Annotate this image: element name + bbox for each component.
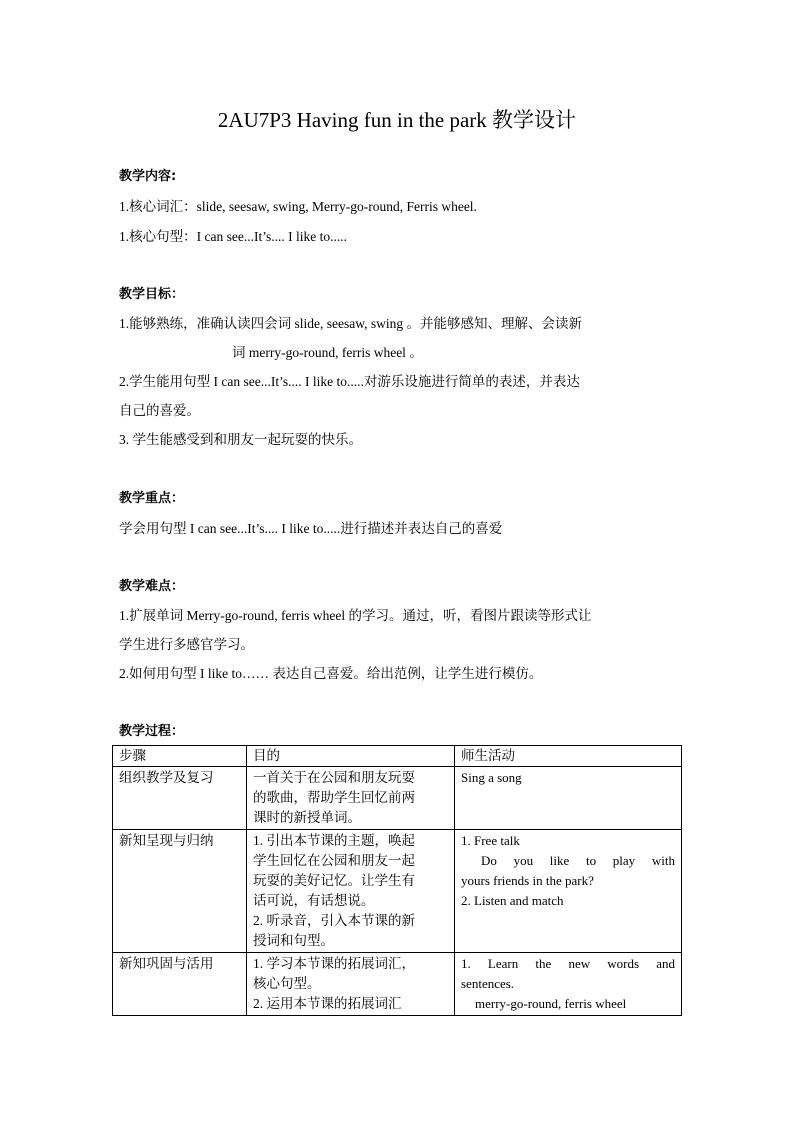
purpose-line: 的歌曲，帮助学生回忆前两 (253, 790, 415, 805)
goal-2-continued: 自己的喜爱。 (119, 403, 200, 418)
key-point-1: 学会用句型 I can see...It’s.... I like to.....进行描述并表达自己的喜爱 (119, 521, 503, 536)
goal-1: 1.能够熟练，准确认读四会词 slide, seesaw, swing 。并能够感知、理解、会读新 (119, 316, 582, 331)
difficulty-1-continued: 学生进行多感官学习。 (119, 637, 254, 652)
purpose-line: 1. 引出本节课的主题，唤起 (253, 833, 415, 848)
process-heading: 教学过程： (119, 724, 185, 739)
goal-1-continued: 词 merry-go-round, ferris wheel 。 (232, 345, 423, 360)
purpose-cell (247, 830, 455, 953)
key-points-heading: 教学重点： (119, 491, 185, 506)
content-pattern-line: 1.核心句型：I can see...It’s.... I like to..... (119, 229, 347, 244)
activity-line: Sing a song (461, 770, 522, 785)
purpose-line: 课时的新授单词。 (253, 810, 361, 825)
goal-2: 2.学生能用句型 I can see...It’s.... I like to.....对游乐设施进行简单的表述，并表达 (119, 374, 580, 389)
purpose-line: 1. 学习本节课的拓展词汇， (253, 956, 415, 971)
content-heading: 教学内容: (119, 169, 177, 184)
goals-heading: 教学目标： (119, 287, 185, 302)
activity-cell (455, 830, 682, 953)
table-row (113, 830, 682, 953)
activity-cell (455, 953, 682, 1016)
activity-cell (455, 767, 682, 830)
purpose-line: 一首关于在公园和朋友玩耍 (253, 770, 415, 785)
table-row (113, 767, 682, 830)
purpose-line: 玩耍的美好记忆。让学生有 (253, 873, 415, 888)
activity-line: 2. Listen and match (461, 893, 564, 908)
purpose-line: 核心句型。 (253, 976, 321, 991)
document-title: 2AU7P3 Having fun in the park 教学设计 (217, 108, 577, 132)
activity-line: Do you like to play with (481, 853, 675, 868)
purpose-cell (247, 953, 455, 1016)
activity-line: merry-go-round, ferris wheel (475, 996, 627, 1011)
purpose-line: 学生回忆在公园和朋友一起 (253, 853, 415, 868)
goal-3: 3. 学生能感受到和朋友一起玩耍的快乐。 (119, 432, 362, 447)
table-row (113, 953, 682, 1016)
table-header-row (113, 746, 682, 767)
column-header-purpose: 目的 (247, 746, 455, 767)
process-table (112, 745, 682, 1016)
purpose-line: 授词和句型。 (253, 933, 334, 948)
column-header-activity: 师生活动 (455, 746, 682, 767)
activity-line: sentences. (461, 976, 515, 991)
purpose-line: 2. 运用本节课的拓展词汇 (253, 996, 402, 1011)
step-cell: 新知巩固与活用 (113, 953, 247, 1016)
difficulty-1: 1.扩展单词 Merry-go-round, ferris wheel 的学习。通过，听，看图片跟读等形式让 (119, 608, 592, 623)
activity-line: yours friends in the park? (461, 873, 594, 888)
purpose-cell (247, 767, 455, 830)
activity-line: 1. Free talk (461, 833, 520, 848)
purpose-line: 话可说，有话想说。 (253, 893, 375, 908)
column-header-step: 步骤 (113, 746, 247, 767)
content-vocab-line: 1.核心词汇：slide, seesaw, swing, Merry-go-round, Ferris wheel. (119, 199, 477, 214)
difficulties-heading: 教学难点： (119, 579, 185, 594)
step-cell: 新知呈现与归纳 (113, 830, 247, 953)
difficulty-2: 2.如何用句型 I like to…… 表达自己喜爱。给出范例，让学生进行模仿。 (119, 666, 543, 681)
purpose-line: 2. 听录音，引入本节课的新 (253, 913, 415, 928)
activity-line: 1. Learn the new words and (461, 956, 675, 971)
step-cell: 组织教学及复习 (113, 767, 247, 830)
